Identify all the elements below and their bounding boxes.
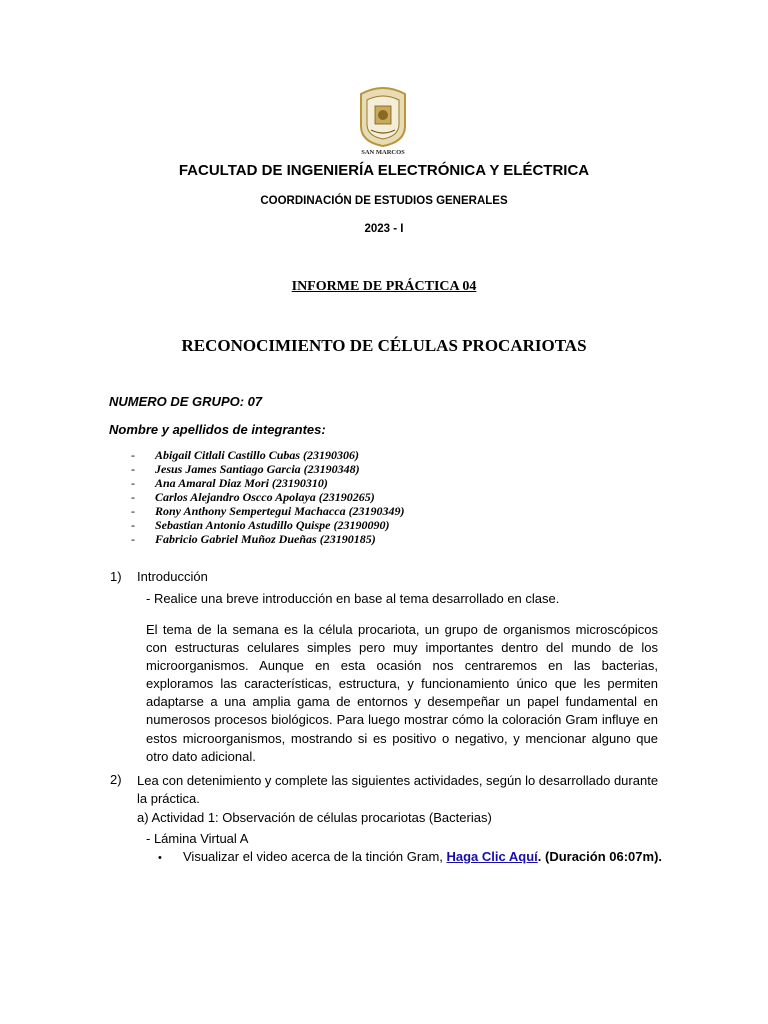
dash-bullet: - [131,532,135,546]
group-number: NUMERO DE GRUPO: 07 [109,394,263,409]
dash-bullet: - [131,504,135,518]
list-item [131,462,405,476]
member-name: Carlos Alejandro Oscco Apolaya (23190265) [155,490,375,504]
video-link[interactable]: Haga Clic Aquí [446,849,538,864]
dash-bullet: - [131,518,135,532]
list-item [131,448,405,462]
list-item [131,490,405,504]
member-name: Rony Anthony Sempertegui Machacca (23190349) [155,504,405,518]
main-title: RECONOCIMIENTO DE CÉLULAS PROCARIOTAS [181,336,587,355]
member-name: Sebastian Antonio Astudillo Quispe (23190090) [155,518,390,532]
list-item [131,504,405,518]
video-text: Visualizar el video acerca de la tinción Gram, [183,849,447,864]
member-name: Jesus James Santiago Garcia (23190348) [155,462,360,476]
member-name: Abigail Citlali Castillo Cubas (23190306) [155,448,360,462]
list-item [131,476,405,490]
video-duration: . (Duración 06:07m). [537,849,663,864]
logo-text: SAN MARCOS [361,149,405,156]
members-label: Nombre y apellidos de integrantes: [109,422,326,437]
members-list [131,448,405,546]
section-instruction: Lea con detenimiento y complete las siguientes actividades, según lo desarrollado durante la práctica. [137,773,659,806]
intro-paragraph: El tema de la semana es la célula procariota, un grupo de organismos microscópicos con estructuras celulares simples pero muy importantes dentro del mundo de los microorganismos. Aunque en esta ocasión nos centraremos en las bacterias, exploramos las características, estructura, y funcionamiento único que les permiten adaptarse a una amplia gama de entornos y desempeñar un papel fundamental en numerosos procesos biológicos. Para luego mostrar cómo la coloración Gram influye en estos microorganismos, mostrando si es positivo o negativo, y mencionar alguno que otro dato adicional. [146,622,658,764]
section-instruction: - Realice una breve introducción en base al tema desarrollado en clase. [146,591,560,606]
section-title: Introducción [137,569,208,584]
section-number: 1) [110,569,122,584]
dash-bullet: - [131,462,135,476]
dash-bullet: - [131,476,135,490]
bullet-icon: • [158,852,162,864]
faculty-name: FACULTAD DE INGENIERÍA ELECTRÓNICA Y ELÉCTRICA [178,162,590,179]
coordination-name: COORDINACIÓN DE ESTUDIOS GENERALES [260,195,508,207]
dash-bullet: - [131,448,135,462]
dash-bullet: - [131,490,135,504]
list-item [131,532,405,546]
list-item [131,518,405,532]
university-logo [353,86,413,158]
section-number: 2) [110,772,122,787]
video-instruction [158,849,662,864]
member-name: Fabricio Gabriel Muñoz Dueñas (23190185) [155,532,376,546]
activity-heading: a) Actividad 1: Observación de células procariotas (Bacterias) [137,810,492,825]
sheet-label: - Lámina Virtual A [146,831,249,846]
member-name: Ana Amaral Diaz Mori (23190310) [155,476,328,490]
academic-period: 2023 - I [364,223,404,235]
crest-icon [353,86,413,158]
report-title: INFORME DE PRÁCTICA 04 [291,279,477,294]
